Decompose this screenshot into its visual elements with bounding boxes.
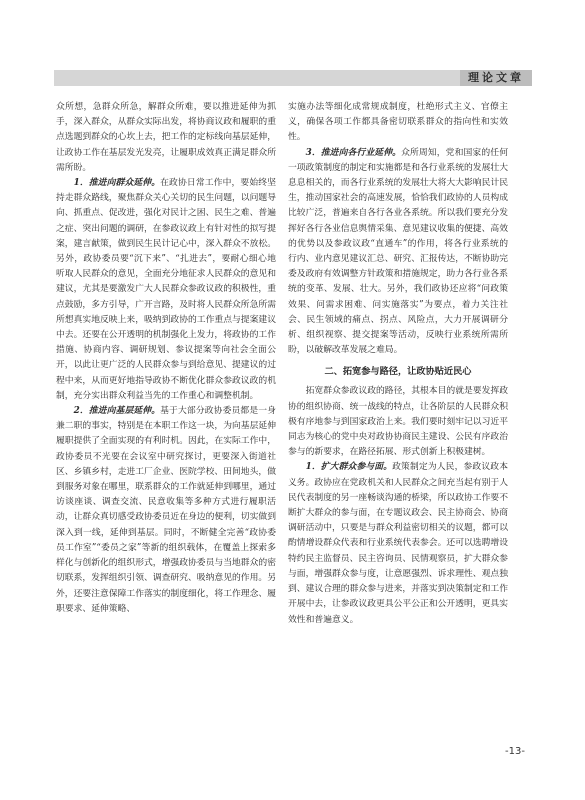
paragraph bbox=[288, 146, 508, 359]
subheading: 1．推进向群众延伸。 bbox=[73, 178, 161, 189]
section-label: 理论文章 bbox=[468, 71, 524, 84]
subheading: 1．扩大群众参与面。 bbox=[305, 462, 393, 473]
paragraph bbox=[288, 460, 508, 627]
paragraph: 拓宽群众参政议政的路径，其根本目的就是要发挥政协的组织协商、统一战线的特点，让各阶层的人民群众积极有序地参与到国家政治上来。我们要时刻牢记以习近平同志为核心的党中央对政协协商民主建设、公民有序政治参与的新要求，在路径拓展、形式创新上积极建树。 bbox=[288, 386, 508, 458]
paragraph-text: 政策制定为人民，参政议政本义务。政协应在党政机关和人民群众之间充当起有别于人民代表制度的另一座畅谈沟通的桥梁，所以政协工作要不断扩大群众的参与面，在专题议政会、民主协商会、协商调研活动中，只要是与群众利益密切相关的议题，都可以酌情增设群众代表和行业系统代表参会。还可以选聘增设特约民主监督员、民主咨询员、民情观察员，扩大群众参与面，增强群众参与度，让意愿强烈、诉求理性、观点独到、建议合理的群众参与进来，并落实到决策制定和工作开展中去，让参政议政更具公平公正和公开透明，更具实效性和普遍意义。 bbox=[288, 462, 508, 625]
paragraph-text: 基于大部分政协委员都是一身兼二职的事实，特别是在本职工作这一块，为向基层延伸履职提供了全面实现的有利时机。因此，在实际工作中，政协委员不光要在会议室中研究探讨，更要深入街道社区、乡镇乡村，走进工厂企业、医院学校、田间地头，做到服务对象在哪里，联系群众的工作就延伸到哪里，通过访谈座谈、调查交流、民意收集等多种方式进行履职活动，让群众真切感受政协委员近在身边的便利，切实做到深入到一线，延伸到基层。同时，不断健全完善“政协委员工作室”“委员之家”等新的组织载体，在覆盖上探索多样化与创新化的组织形式，增强政协委员与当地群众的密切联系，发挥组织引领、调查研究、吸纳意见的作用。另外，还要注意保障工作落实的制度细化，将工作理念、履职要求、延伸策略、 bbox=[56, 406, 276, 614]
paragraph: 众所想，急群众所急，解群众所难，要以推进延伸为抓手，深入群众，从群众实际出发，将协商议政和履职的重点选题到群众的心坎上去，把工作的定标线向基层延伸，让政协工作在基层发光发亮，让履职成效真正满足群众所需所盼。 bbox=[56, 102, 276, 173]
page-number: -13- bbox=[505, 746, 525, 757]
paragraph: 实施办法等细化成常规成制度，杜绝形式主义、官僚主义，确保各项工作都具备密切联系群众的指向性和实效性。 bbox=[288, 102, 508, 143]
section-heading: 二、拓宽参与路径，让政协贴近民心 bbox=[324, 366, 472, 378]
subheading: 3．推进向各行业延伸。 bbox=[305, 147, 402, 158]
subheading: 2．推进向基层延伸。 bbox=[73, 406, 161, 417]
right-column bbox=[288, 100, 508, 628]
left-column bbox=[56, 100, 276, 617]
paragraph bbox=[56, 176, 276, 404]
paragraph bbox=[56, 404, 276, 617]
paragraph-text: 众所周知，党和国家的任何一项政策制度的制定和实施都是和各行业系统的发展壮大息息相关的，而各行业系统的发展壮大将大大影响民计民生，推动国家社会的高速发展，恰恰我们政协的人员构成比较广泛，普遍来自各行各业各系统。所以我们要充分发挥好各行各业信息舆情采集、意见建议收集的便捷、高效的优势以及参政议政“直通车”的作用，将各行业系统的行内、业内意见建议汇总、研究、汇报传达，不断协助完委及政府有效调整方针政策和措施规定，助力各行业各系统的变革、发展、壮大。另外，我们政协还应将“问政策效果、问需求困难、问实施落实”为要点，着力关注社会、民生领域的痛点、拐点、风险点，大力开展调研分析、组织视察、提交提案等活动，反映行业系统所需所盼，以破解改革发展之难局。 bbox=[288, 147, 508, 356]
paragraph-text: 在政协日常工作中，要始终坚持走群众路线，聚焦群众关心关切的民生问题，以问题导向、抓重点、促改进，强化对民计之困、民生之难、普遍之症、突出问题的调研，在参政议政上有针对性的拟写提案，建言献策，做到民生民计记心中，深入群众不放松。另外，政协委员要“沉下来”、“扎进去”，要耐心细心地听取人民群众的意见，全面充分地征求人民群众的意见和建议，尤其是要激发广大人民群众参政议政的积极性，重点鼓励，多方引导，广开言路，及时将人民群众所急所需所想真实地反映上来，吸纳到政协的工作重点与提案建议中去。还要在公开透明的机制强化上发力，将政协的工作措施、协商内容、调研规划、参议提案等向社会全面公开，以此让更广泛的人民群众参与到给意见、提建议的过程中来，从而更好地指导政协不断优化群众参政议政的机制，充分实出群众利益当先的工作重心和调整机制。 bbox=[56, 178, 276, 401]
